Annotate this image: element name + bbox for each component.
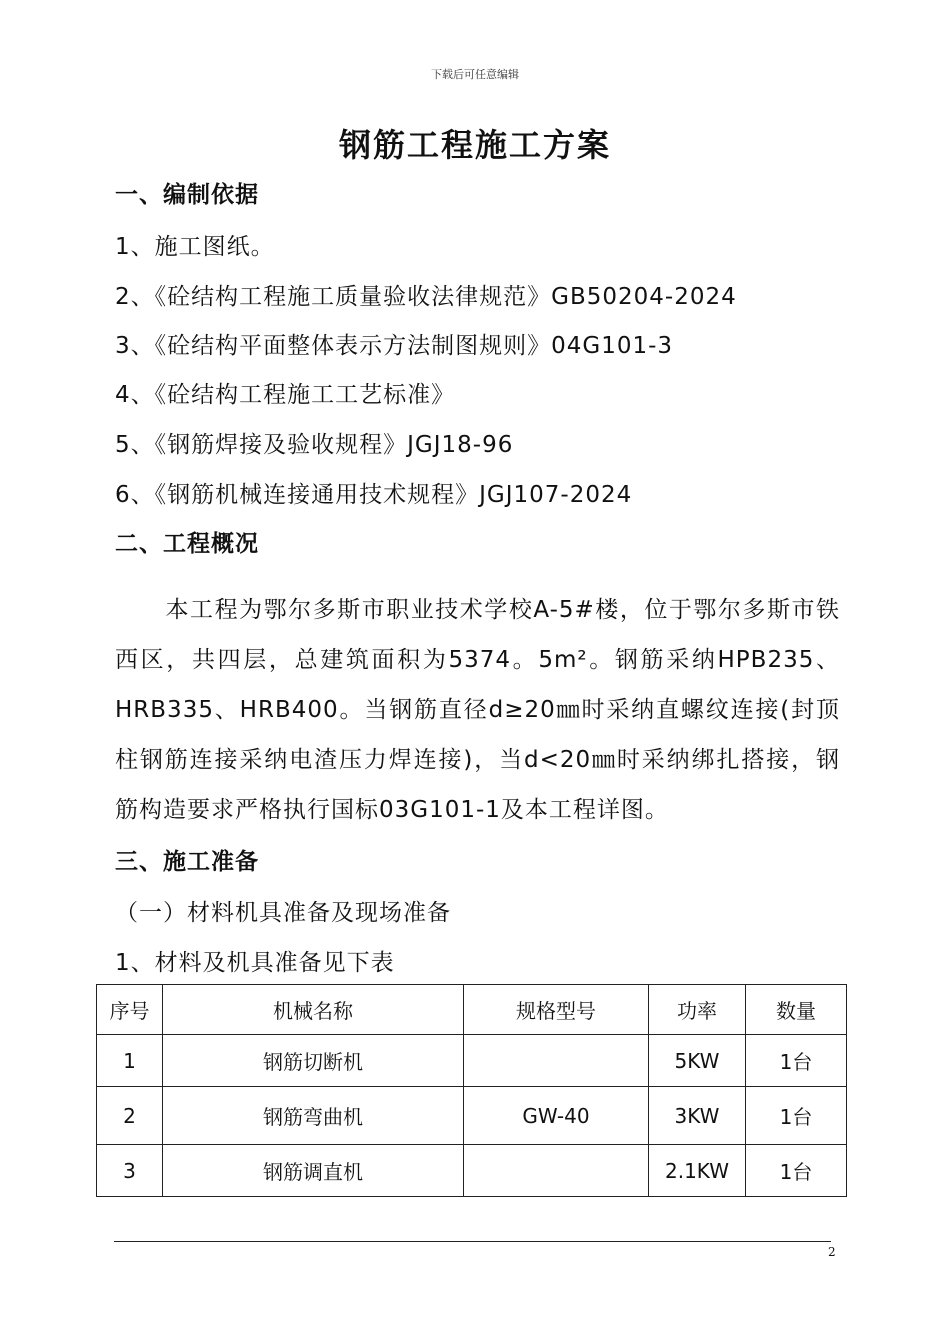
equipment-table [96, 984, 847, 1197]
document-title: 钢筋工程施工方案 [338, 126, 611, 164]
list-item: 1、材料及机具准备见下表 [115, 950, 395, 976]
table-row [97, 1035, 847, 1087]
page-number: 2 [828, 1245, 836, 1259]
header-cell: 序号 [97, 985, 163, 1035]
table-cell: 5KW [649, 1035, 746, 1087]
section-heading-basis: 一、编制依据 [115, 182, 259, 208]
table-cell: 3 [97, 1145, 163, 1197]
table-row [97, 1145, 847, 1197]
table-cell: 1台 [746, 1035, 847, 1087]
table-cell: 2 [97, 1087, 163, 1145]
table-cell [464, 1145, 649, 1197]
header-cell: 功率 [649, 985, 746, 1035]
table-cell: 1台 [746, 1145, 847, 1197]
basis-item: 5、《钢筋焊接及验收规程》JGJ18-96 [115, 432, 514, 458]
overview-paragraph [115, 585, 840, 835]
basis-item: 3、《砼结构平面整体表示方法制图规则》04G101-3 [115, 333, 674, 359]
section-heading-preparation: 三、施工准备 [115, 849, 259, 875]
table-cell: 钢筋切断机 [163, 1035, 464, 1087]
overview-text: 本工程为鄂尔多斯市职业技术学校A-5#楼，位于鄂尔多斯市铁西区，共四层，总建筑面积为5374。5m²。钢筋采纳HPB235、HRB335、HRB400。当钢筋直径d≥20㎜时采纳直螺纹连接(封顶柱钢筋连接采纳电渣压力焊连接)，当d<20㎜时采纳绑扎搭接，钢筋构造要求严格执行国标03G101-1及本工程详图。 [115, 597, 840, 823]
table-cell: 钢筋弯曲机 [163, 1087, 464, 1145]
table-cell [464, 1035, 649, 1087]
table-cell: 1 [97, 1035, 163, 1087]
basis-item: 1、施工图纸。 [115, 234, 275, 260]
table-cell: GW-40 [464, 1087, 649, 1145]
header-cell: 规格型号 [464, 985, 649, 1035]
basis-item: 2、《砼结构工程施工质量验收法律规范》GB50204-2024 [115, 284, 737, 310]
basis-item: 6、《钢筋机械连接通用技术规程》JGJ107-2024 [115, 482, 633, 508]
footer-divider [114, 1241, 831, 1242]
header-cell: 机械名称 [163, 985, 464, 1035]
table-row [97, 1087, 847, 1145]
header-cell: 数量 [746, 985, 847, 1035]
basis-item: 4、《砼结构工程施工工艺标准》 [115, 382, 456, 408]
section-heading-overview: 二、工程概况 [115, 531, 259, 557]
table-cell: 2.1KW [649, 1145, 746, 1197]
header-note: 下载后可任意编辑 [431, 68, 519, 81]
table-header-row [97, 985, 847, 1035]
subsection-heading: （一）材料机具准备及现场准备 [115, 900, 451, 926]
table-cell: 3KW [649, 1087, 746, 1145]
table-cell: 钢筋调直机 [163, 1145, 464, 1197]
table-cell: 1台 [746, 1087, 847, 1145]
